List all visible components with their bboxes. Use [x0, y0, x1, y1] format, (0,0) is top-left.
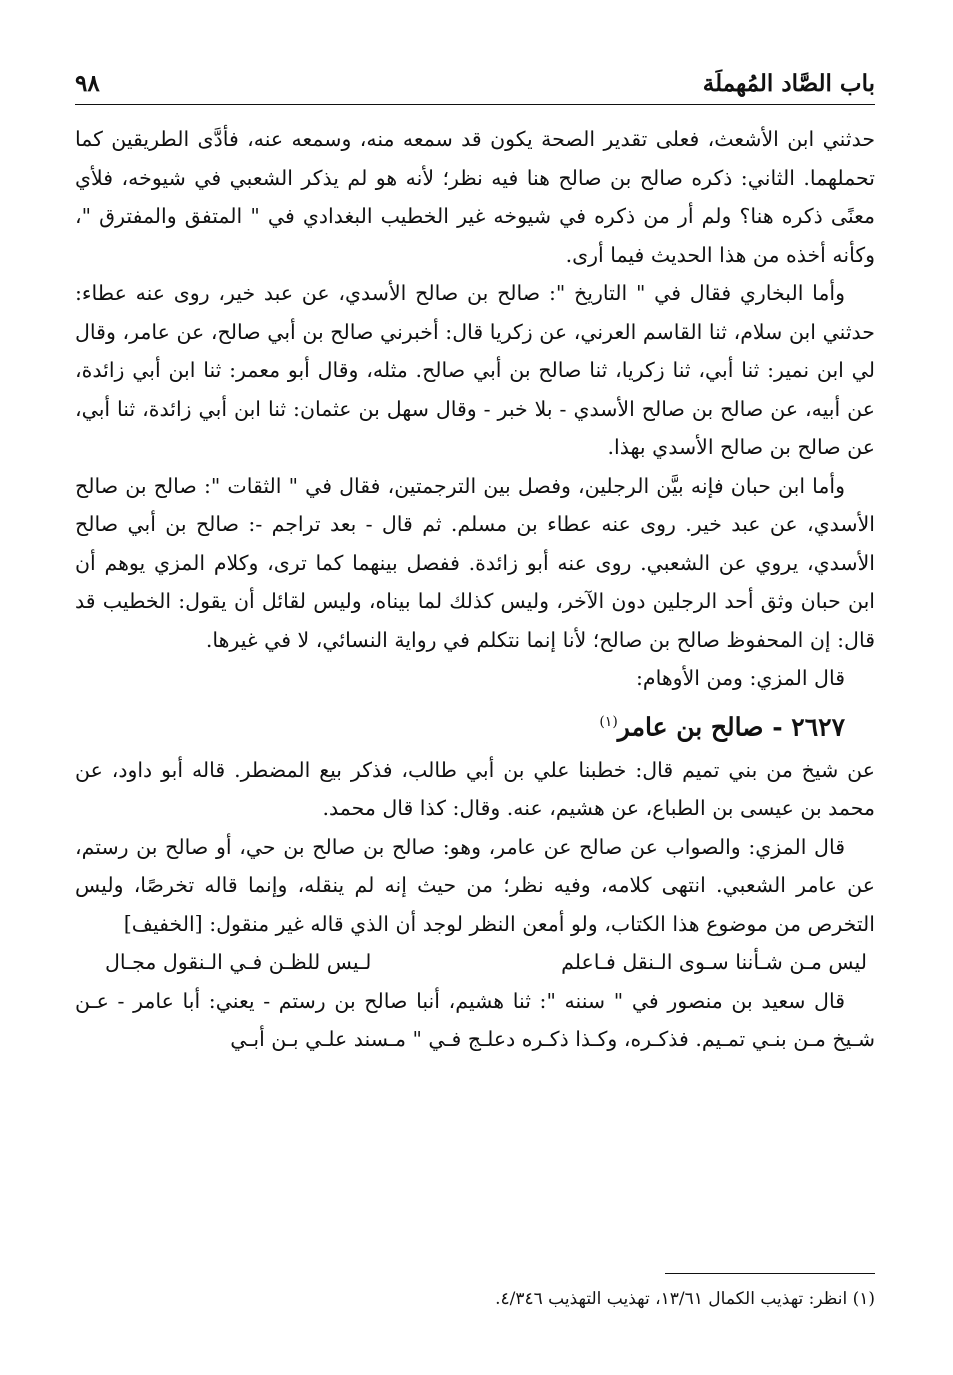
poetry-verse: [75, 943, 875, 982]
paragraph: قال سعيد بن منصور في " سننه ": ثنا هشيم، أنبا صالح بن رستم - يعني: أبا عامر - عـن شـيخ مـن بنـي تمـيم. فذكـره، وكـذا ذكـره دعلـج فـي " مـسند علـي بـن أبـي: [75, 988, 875, 1052]
page-number: ٩٨: [75, 70, 100, 97]
running-title: باب الصَّاد المُهملَة: [702, 70, 875, 97]
verse-hemistich-second: لـيس للظـن فـي الـنقول مجـال: [105, 950, 372, 975]
verse-hemistich-first: ليس مـن شـأننا سـوى الـنقل فـاعلم: [561, 950, 867, 975]
paragraph: قال المزي: ومن الأوهام:: [636, 666, 845, 690]
paragraph: وأما البخاري فقال في " التاريخ ": صالح بن صالح الأسدي، عن عبد خير، روى عنه عطاء: حدثني ابن سلام، ثنا القاسم العرني، عن زكريا قال: أخبرني صالح بن أبي صالح، عن عامر، وقال لي ابن نمير: ثنا أبي، ثنا زكريا، ثنا صالح بن أبي صالح. مثله، وقال أبو معمر: ثنا ابن أبي زائدة، عن أبيه، عن صالح بن صالح الأسدي - بلا خبر - وقال سهل بن عثمان: ثنا ابن أبي زائدة، ثنا أبي، عن صالح بن صالح الأسدي بهذا.: [75, 281, 875, 459]
paragraph: حدثني ابن الأشعث، فعلى تقدير الصحة يكون قد سمعه منه، وسمعه عنه، فأدَّى الطريقين كما تحملهما. الثاني: ذكره صالح بن صالح هنا فيه نظر؛ لأنه هو لم يذكر الشعبي في شيوخه، فلأي معنًى ذكره هنا؟ ولم أر من ذكره في شيوخه غير الخطيب البغدادي في " المتفق والمفترق "، وكأنه أخذه من هذا الحديث فيما أرى.: [75, 127, 875, 267]
main-text: [75, 120, 875, 1059]
paragraph: عن شيخ من بني تميم قال: خطبنا علي بن أبي طالب، فذكر بيع المضطر. قاله أبو داود، عن محمد بن عيسى بن الطباع، عن هشيم، عنه. وقال: كذا قال محمد.: [75, 757, 875, 821]
footnote-marker: (١): [599, 713, 618, 730]
entry-heading: [75, 698, 875, 751]
paragraph: قال المزي: والصواب عن صالح عن عامر، وهو: صالح بن صالح بن حي، أو صالح بن رستم، عن عامر الشعبي. انتهى كلامه، وفيه نظر؛ من حيث إنه لم ينقله، وإنما قاله تخرصًا، وليس التخرص من موضوع هذا الكتاب، ولو أمعن النظر لوجد أن الذي قاله غير منقول: [الخفيف]: [75, 834, 875, 936]
entry-title: ٢٦٢٧ - صالح بن عامر: [617, 711, 845, 741]
footnote: (١) انظر: تهذيب الكمال ١٣/٦١، تهذيب التهذيب ٤/٣٤٦.: [495, 1289, 875, 1309]
page-header: [75, 60, 875, 105]
paragraph: وأما ابن حبان فإنه بيَّن الرجلين، وفصل بين الترجمتين، فقال في " الثقات ": صالح بن صالح الأسدي، عن عبد خير. روى عنه عطاء بن مسلم. ثم قال - بعد تراجم -: صالح بن أبي صالح الأسدي، يروي عن الشعبي. روى عنه أبو زائدة. ففصل بينهما كما ترى، وكلام المزي يوهم أن ابن حبان وثق أحد الرجلين دون الآخر، وليس كذلك لما بيناه، وليس لقائل أن يقول: الخطيب قد قال: إن المحفوظ صالح بن صالح؛ لأنا إنما نتكلم في رواية النسائي، لا في غيرها.: [75, 473, 875, 652]
footnote-divider: [665, 1273, 875, 1274]
